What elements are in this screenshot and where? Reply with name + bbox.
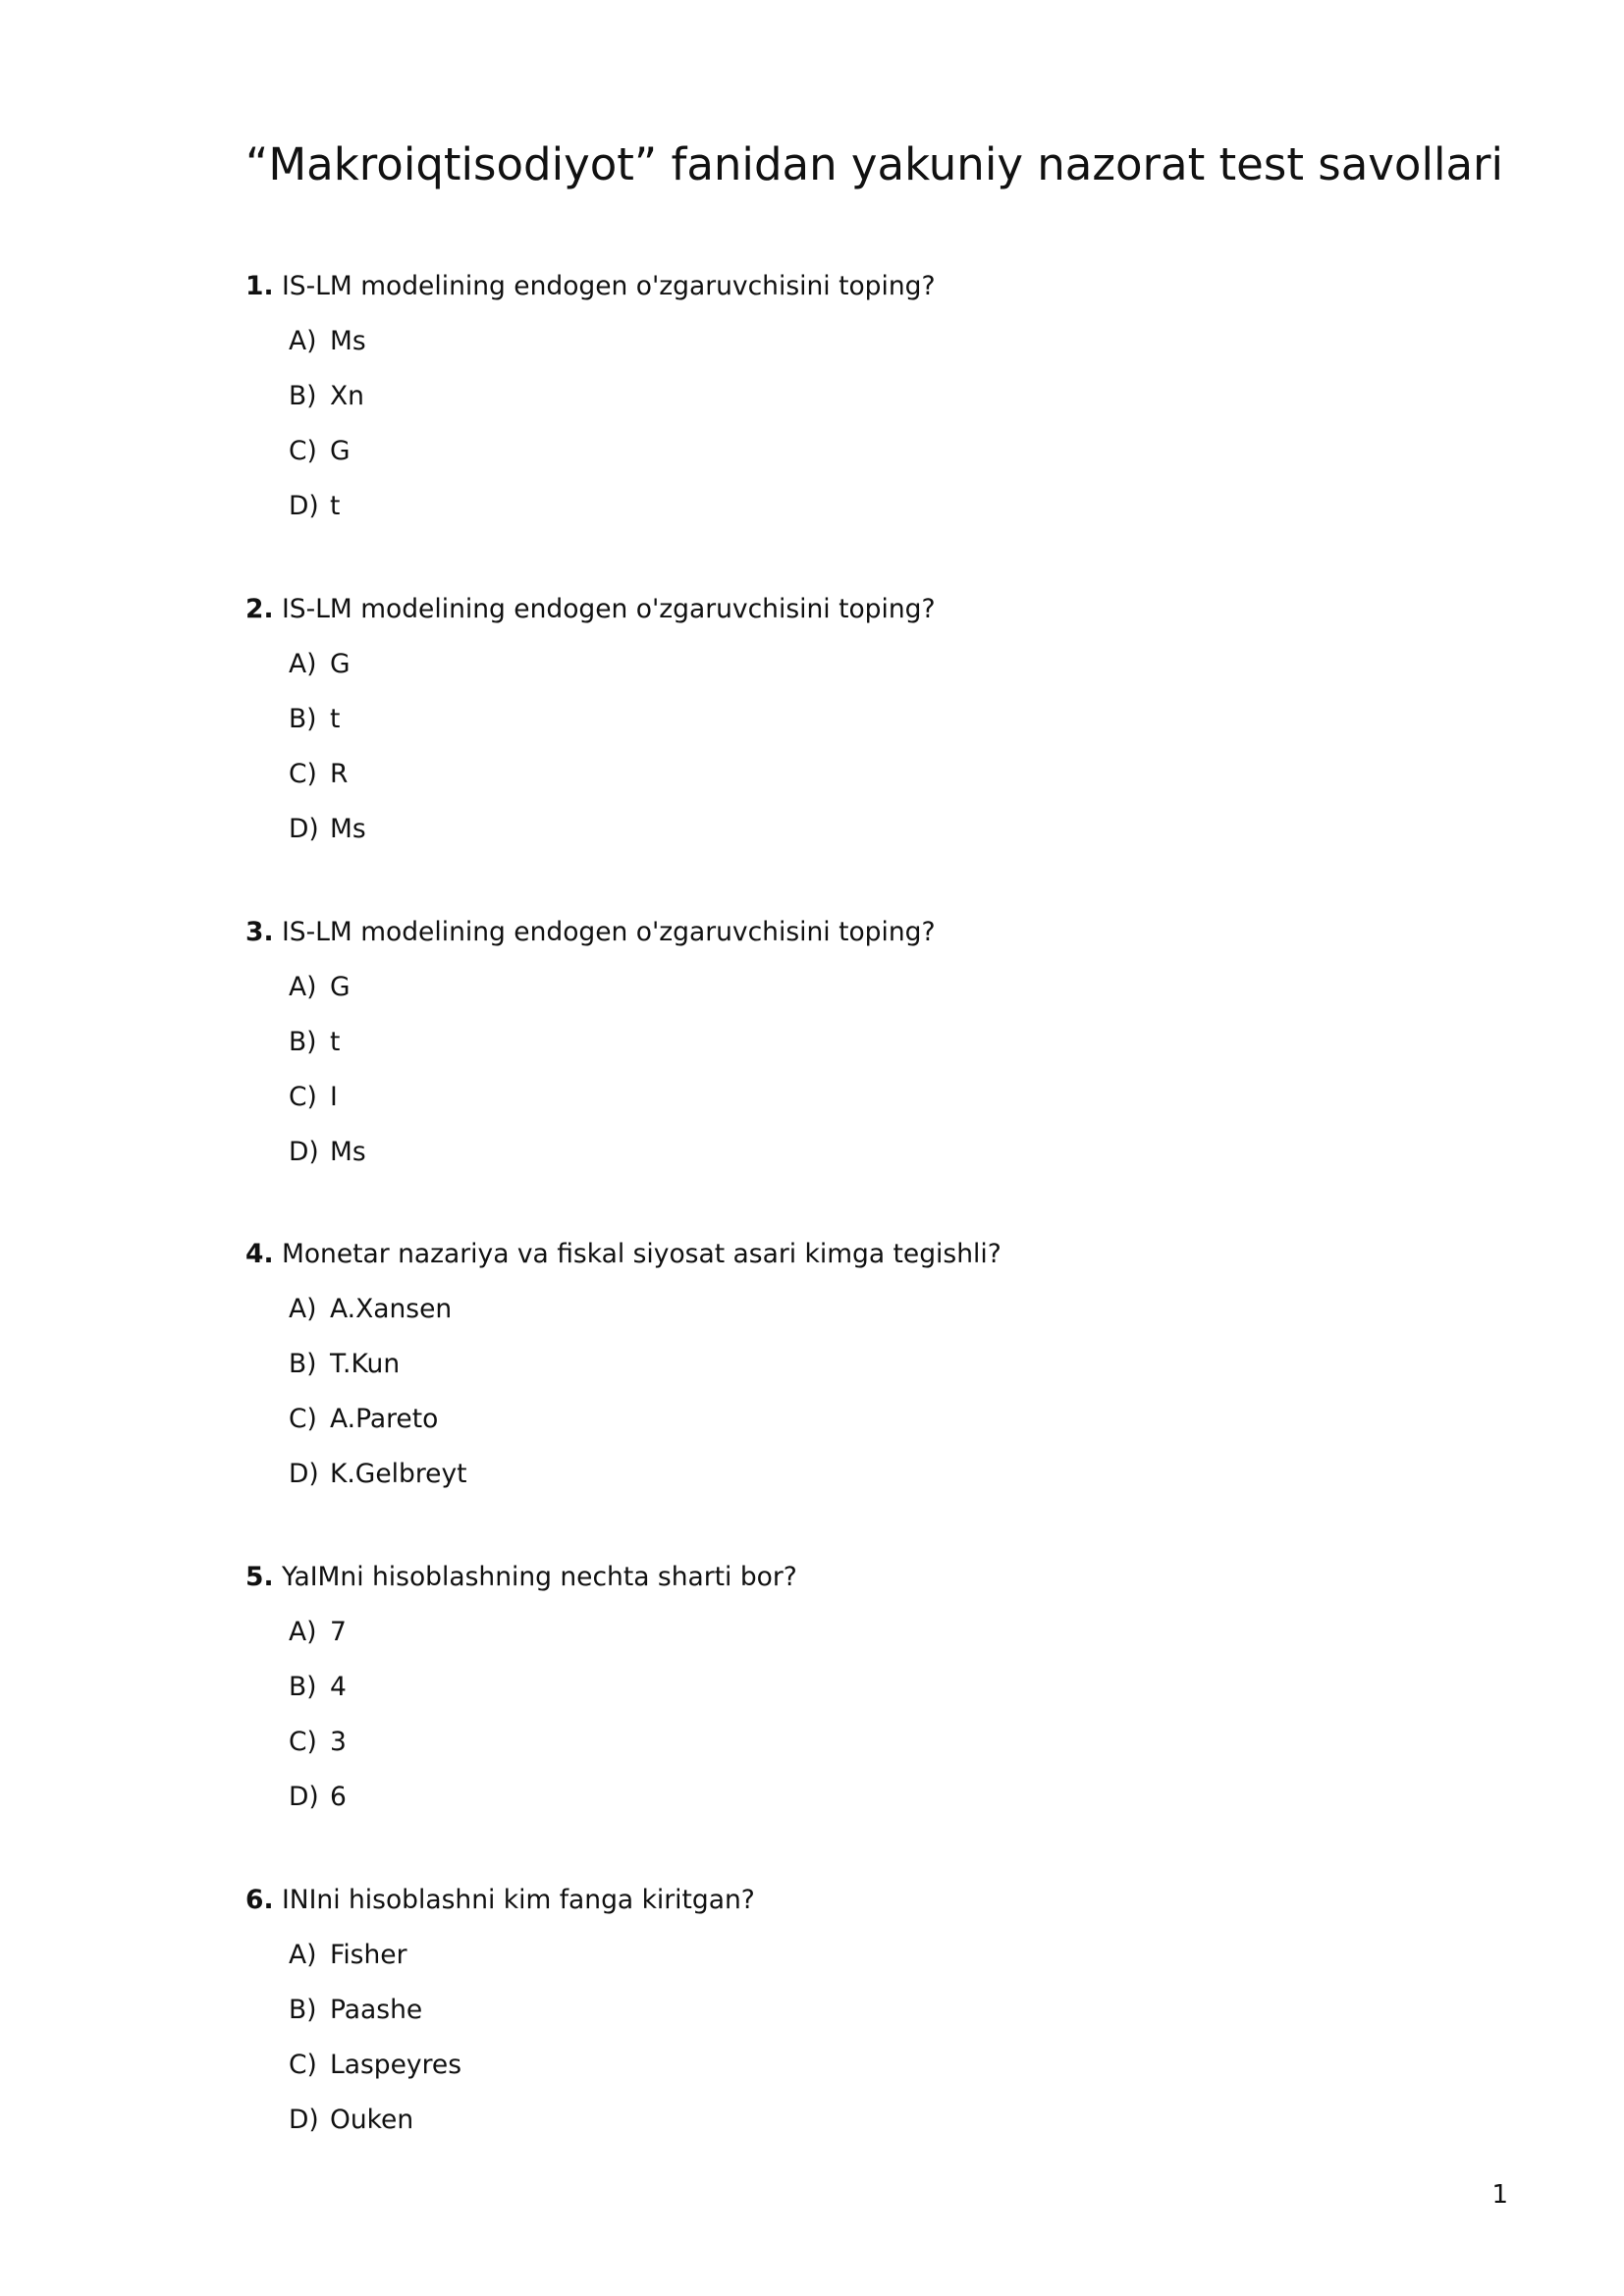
option-d[interactable]: [289, 489, 366, 524]
option-letter: D): [289, 491, 319, 521]
option-a[interactable]: [289, 970, 366, 1005]
option-text: Ms: [330, 326, 366, 356]
option-letter: C): [289, 759, 317, 789]
option-c[interactable]: [289, 1402, 467, 1437]
question-number: 3.: [245, 917, 274, 947]
question-text: [245, 592, 1483, 627]
option-letter: A): [289, 1294, 317, 1324]
question-number: 5.: [245, 1562, 274, 1592]
option-letter: D): [289, 2105, 319, 2135]
question-number: 1.: [245, 271, 274, 301]
option-letter: B): [289, 1672, 317, 1702]
option-letter: A): [289, 649, 317, 679]
question-text: [245, 1237, 1483, 1272]
question-label: YaIMni hisoblashning nechta sharti bor?: [281, 1562, 797, 1592]
option-text: 4: [330, 1672, 347, 1702]
option-list: [289, 970, 366, 1190]
question-text: [245, 1560, 1483, 1595]
option-a[interactable]: [289, 647, 366, 682]
question-label: Monetar nazariya va fiskal siyosat asari kimga tegishli?: [281, 1239, 1001, 1269]
option-list: [289, 1938, 461, 2158]
option-d[interactable]: [289, 812, 366, 847]
option-b[interactable]: [289, 379, 366, 414]
question-text: [245, 269, 1483, 304]
option-letter: C): [289, 1404, 317, 1434]
option-c[interactable]: [289, 1080, 366, 1115]
option-letter: D): [289, 1782, 319, 1812]
option-a[interactable]: [289, 1938, 461, 1973]
option-text: 3: [330, 1727, 347, 1757]
document-title: “Makroiqtisodiyot” fanidan yakuniy nazorat test savollari: [245, 138, 1504, 190]
option-text: Ms: [330, 814, 366, 844]
option-letter: A): [289, 326, 317, 356]
option-d[interactable]: [289, 1135, 366, 1170]
option-text: A.Xansen: [330, 1294, 453, 1324]
option-text: t: [330, 491, 341, 521]
option-text: Fisher: [330, 1940, 407, 1970]
option-b[interactable]: [289, 1025, 366, 1060]
option-text: R: [330, 759, 349, 789]
option-d[interactable]: [289, 1457, 467, 1492]
option-text: Paashe: [330, 1995, 423, 2025]
option-letter: C): [289, 2050, 317, 2080]
question-3: [245, 915, 1483, 1167]
option-letter: B): [289, 381, 317, 411]
option-letter: B): [289, 1027, 317, 1057]
option-text: Xn: [330, 381, 364, 411]
question-label: IS-LM modelining endogen o'zgaruvchisini toping?: [281, 594, 936, 624]
question-label: IS-LM modelining endogen o'zgaruvchisini toping?: [281, 917, 936, 947]
option-text: I: [330, 1082, 338, 1112]
option-text: G: [330, 436, 351, 466]
question-6: [245, 1883, 1483, 2135]
option-letter: A): [289, 1617, 317, 1647]
option-text: 6: [330, 1782, 347, 1812]
option-b[interactable]: [289, 702, 366, 737]
option-letter: A): [289, 1940, 317, 1970]
option-letter: B): [289, 1349, 317, 1379]
option-letter: B): [289, 704, 317, 734]
option-text: K.Gelbreyt: [330, 1459, 467, 1489]
option-letter: D): [289, 1137, 319, 1167]
question-number: 4.: [245, 1239, 274, 1269]
option-text: t: [330, 1027, 341, 1057]
option-text: 7: [330, 1617, 347, 1647]
question-number: 2.: [245, 594, 274, 624]
question-label: INIni hisoblashni kim fanga kiritgan?: [281, 1885, 755, 1915]
option-text: G: [330, 649, 351, 679]
option-d[interactable]: [289, 2103, 461, 2138]
option-letter: A): [289, 972, 317, 1002]
option-d[interactable]: [289, 1780, 347, 1815]
option-c[interactable]: [289, 2048, 461, 2083]
option-a[interactable]: [289, 1292, 467, 1327]
option-text: Ouken: [330, 2105, 414, 2135]
option-text: Laspeyres: [330, 2050, 462, 2080]
option-text: Ms: [330, 1137, 366, 1167]
option-letter: C): [289, 436, 317, 466]
option-a[interactable]: [289, 324, 366, 359]
option-b[interactable]: [289, 1347, 467, 1382]
option-list: [289, 1615, 347, 1835]
option-letter: B): [289, 1995, 317, 2025]
option-list: [289, 647, 366, 867]
option-c[interactable]: [289, 1725, 347, 1760]
option-b[interactable]: [289, 1993, 461, 2028]
question-text: [245, 1883, 1483, 1918]
question-1: [245, 269, 1483, 521]
option-list: [289, 1292, 467, 1512]
question-4: [245, 1237, 1483, 1489]
option-c[interactable]: [289, 434, 366, 469]
option-text: A.Pareto: [330, 1404, 439, 1434]
option-letter: C): [289, 1082, 317, 1112]
option-letter: D): [289, 814, 319, 844]
page-number: 1: [1491, 2180, 1508, 2210]
question-5: [245, 1560, 1483, 1812]
question-text: [245, 915, 1483, 950]
option-list: [289, 324, 366, 544]
question-2: [245, 592, 1483, 844]
option-text: G: [330, 972, 351, 1002]
option-text: t: [330, 704, 341, 734]
question-number: 6.: [245, 1885, 274, 1915]
option-letter: D): [289, 1459, 319, 1489]
question-label: IS-LM modelining endogen o'zgaruvchisini toping?: [281, 271, 936, 301]
option-letter: C): [289, 1727, 317, 1757]
option-c[interactable]: [289, 757, 366, 792]
option-b[interactable]: [289, 1670, 347, 1705]
option-text: T.Kun: [330, 1349, 401, 1379]
option-a[interactable]: [289, 1615, 347, 1650]
